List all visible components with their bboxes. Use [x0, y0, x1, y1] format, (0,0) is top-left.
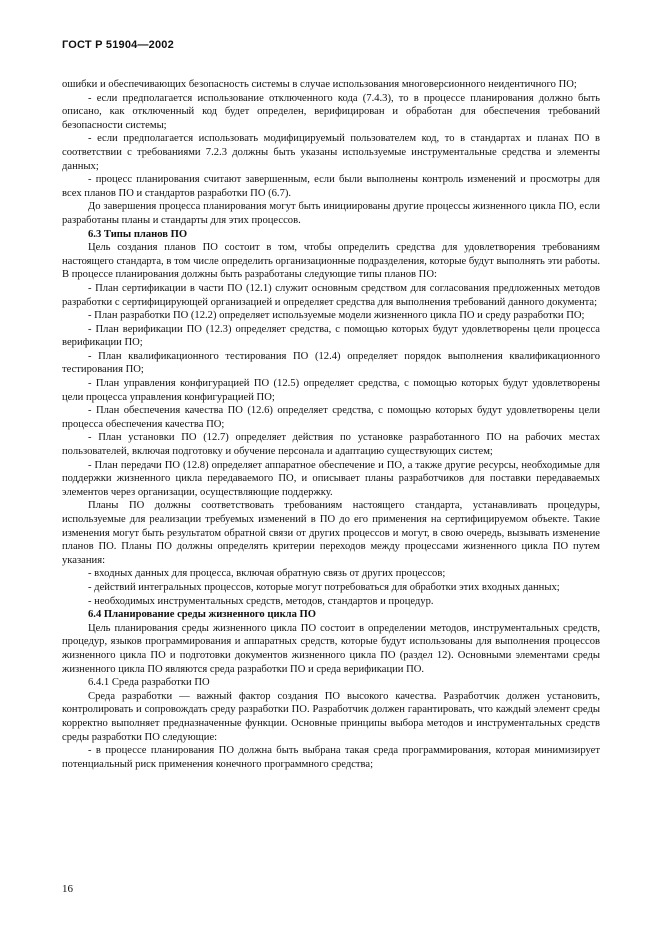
list-item: - План установки ПО (12.7) определяет действия по установке разработанного ПО на рабочих местах пользователей, включая подготовку и обучение персонала и адаптацию существующих систем; [62, 432, 600, 458]
paragraph: До завершения процесса планирования могут быть инициированы другие процессы жизненного цикла ПО, если разработаны планы и стандарты для этих процессов. [62, 201, 600, 226]
list-item: - если предполагается использовать модифицируемый пользователем код, то в стандартах и планах ПО в соответствии с требованиями 7.2.3 должны быть указаны используемые инструментальные средства и элементы данных; [62, 133, 600, 172]
list-item: - План передачи ПО (12.8) определяет аппаратное обеспечение и ПО, а также другие ресурсы, необходимые для поддержки жизненного цикла передаваемого ПО, и описывает планы разработчиков для поставки передаваемых элементов через организации, осуществляющие поддержку. [62, 459, 600, 498]
paragraph: Планы ПО должны соответствовать требованиям настоящего стандарта, устанавливать процедуры, используемые для реализации требуемых изменений в ПО до его применения на сертифицируемом объекте. Такие изменения могут быть результатом обратной связи от других процессов и могут, в свою очередь, вызывать изменение планов ПО. Планы ПО должны определять критерии переходов между процессами жизненного цикла ПО путем указания: [62, 500, 600, 566]
list-item: - входных данных для процесса, включая обратную связь от других процессов; [88, 568, 446, 580]
list-item: - План квалификационного тестирования ПО (12.4) определяет порядок выполнения квалификационного тестирования ПО; [62, 350, 600, 376]
document-header: ГОСТ Р 51904—2002 [62, 39, 174, 51]
list-item: - процесс планирования считают завершенным, если были выполнены контроль изменений и просмотры для всех планов ПО и стандартов разработки ПО (6.7). [62, 174, 600, 199]
document-body [62, 78, 600, 771]
list-item: - в процессе планирования ПО должна быть выбрана такая среда программирования, которая минимизирует потенциальный риск применения конечного программного средства; [62, 745, 600, 770]
list-item: - если предполагается использование отключенного кода (7.4.3), то в процессе планирования должно быть описано, как отключенный код будет определен, верифицирован и обработан для обеспечения требований безопасности системы; [62, 92, 600, 131]
paragraph: Цель планирования среды жизненного цикла ПО состоит в определении методов, инструментальных средств, процедур, языков программирования и аппаратных средств, которые будут использованы для выполнения процессов жизненного цикла ПО и подготовки документов жизненного цикла ПО (раздел 12). Основными элементами среды жизненного цикла ПО являются среда разработки ПО и среда верификации ПО. [62, 622, 600, 675]
list-item: - План разработки ПО (12.2) определяет используемые модели жизненного цикла ПО и среду разработки ПО; [88, 310, 585, 322]
paragraph: ошибки и обеспечивающих безопасность системы в случае использования многоверсионного неидентичного ПО; [62, 79, 577, 90]
paragraph: Цель создания планов ПО состоит в том, чтобы определить средства для удовлетворения требованиям настоящего стандарта, в том числе определить организационные подразделения, которые будут выполнять эти работы. В процессе планирования должны быть разработаны следующие типы планов ПО: [62, 242, 600, 281]
list-item: - действий интегральных процессов, которые могут потребоваться для обработки этих входных данных; [88, 581, 560, 593]
list-item: - План управления конфигурацией ПО (12.5) определяет средства, с помощью которых будут удовлетворены цели процесса управления конфигурацией ПО; [62, 378, 600, 403]
list-item: - План верификации ПО (12.3) определяет средства, с помощью которых будут удовлетворены цели процесса верификации ПО; [62, 323, 600, 349]
list-item: - План сертификации в части ПО (12.1) служит основным средством для согласования предложенных методов разработки с сертифицирующей организацией и определяет средства для выполнения требований данного документа; [62, 282, 600, 308]
paragraph: Среда разработки — важный фактор создания ПО высокого качества. Разработчик должен установить, контролировать и сопровождать среду разработки ПО. Разработчик должен гарантировать, что каждый элемент среды корректно выполняет предназначенные функции. Основные принципы выбора методов и инструментальных средств среды разработки ПО следующие: [62, 690, 600, 743]
list-item: - План обеспечения качества ПО (12.6) определяет средства, с помощью которых будут удовлетворены цели процесса обеспечения качества ПО; [62, 405, 600, 430]
page-number: 16 [62, 883, 73, 895]
section-heading-6-3: 6.3 Типы планов ПО [88, 228, 188, 240]
list-item: - необходимых инструментальных средств, методов, стандартов и процедур. [88, 595, 434, 607]
section-heading-6-4: 6.4 Планирование среды жизненного цикла ПО [88, 609, 317, 621]
subsection-heading-6-4-1: 6.4.1 Среда разработки ПО [88, 677, 210, 689]
